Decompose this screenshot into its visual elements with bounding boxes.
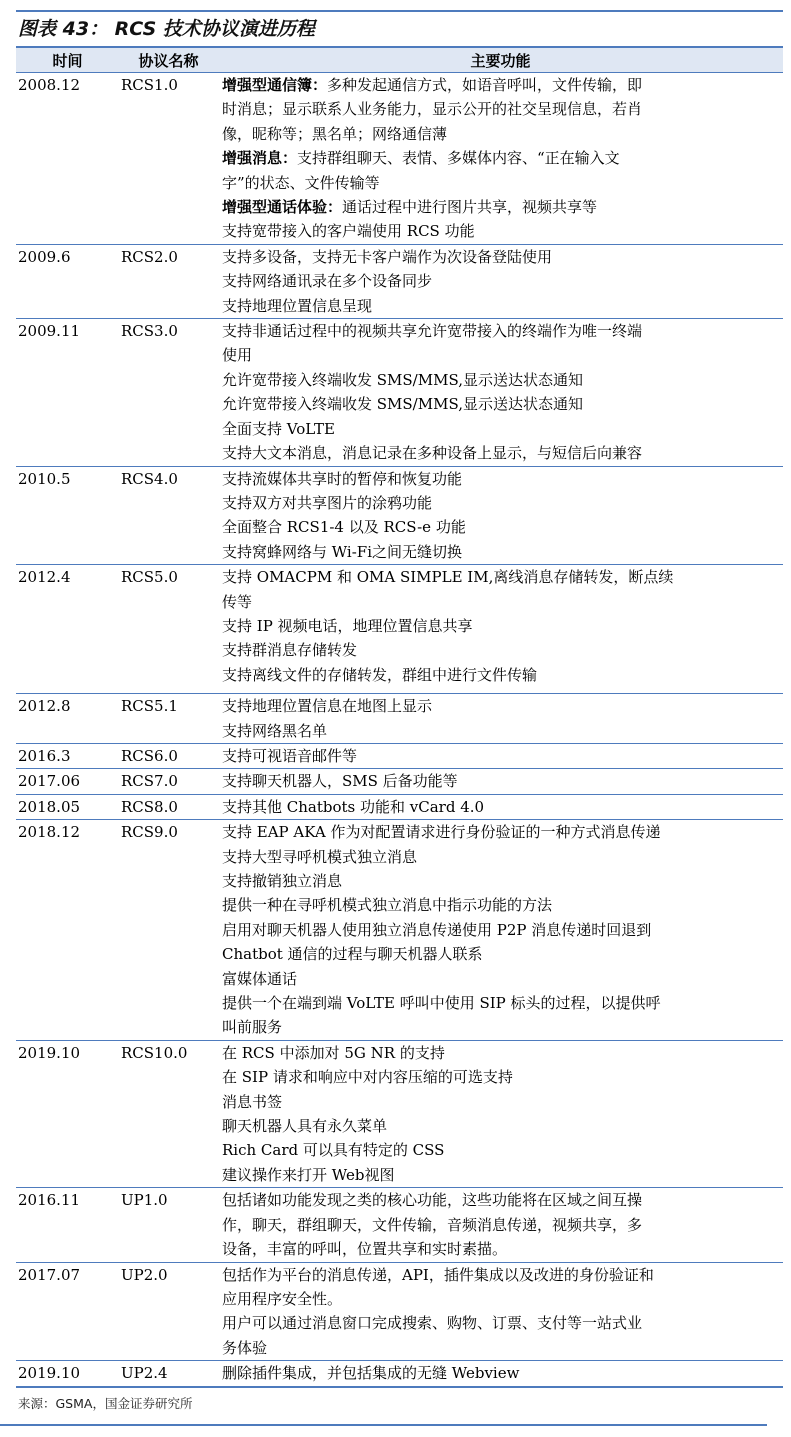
function-text: 在 SIP 请求和响应中对内容压缩的可选支持 bbox=[222, 1068, 513, 1087]
function-line bbox=[222, 146, 783, 170]
cell-protocol: RCS2.0 bbox=[119, 244, 218, 318]
function-text: 支持大型寻呼机模式独立消息 bbox=[222, 847, 418, 866]
cell-functions bbox=[218, 565, 783, 694]
function-text: 像，昵称等；黑名单；网络通信薄 bbox=[222, 124, 448, 143]
function-line bbox=[222, 942, 783, 966]
cell-time: 2018.12 bbox=[16, 820, 119, 1041]
function-line bbox=[222, 694, 783, 718]
function-text: 支持地理位置信息在地图上显示 bbox=[222, 697, 433, 716]
function-text: 支持网络通讯录在多个设备同步 bbox=[222, 272, 433, 291]
cell-functions bbox=[218, 244, 783, 318]
function-line bbox=[222, 845, 783, 869]
cell-functions bbox=[218, 319, 783, 466]
document-page bbox=[16, 10, 783, 1412]
function-text: 支持宽带接入的客户端使用 RCS 功能 bbox=[222, 222, 475, 241]
function-text: 允许宽带接入终端收发 SMS/MMS,显示送达状态通知 bbox=[222, 395, 583, 414]
table-row bbox=[16, 1188, 783, 1262]
cell-protocol: UP1.0 bbox=[119, 1188, 218, 1262]
function-line bbox=[222, 1188, 783, 1212]
table-row bbox=[16, 466, 783, 565]
function-line bbox=[222, 1065, 783, 1089]
function-text: 包括作为平台的消息传递，API，插件集成以及改进的身份验证和 bbox=[222, 1265, 654, 1284]
table-row bbox=[16, 1361, 783, 1387]
table-row bbox=[16, 244, 783, 318]
function-text: 使用 bbox=[222, 346, 253, 365]
function-text: 用户可以通过消息窗口完成搜索、购物、订票、支付等一站式业 bbox=[222, 1314, 643, 1333]
cell-time: 2019.10 bbox=[16, 1040, 119, 1187]
function-line bbox=[222, 918, 783, 942]
function-text: 支持地理位置信息呈现 bbox=[222, 296, 373, 315]
function-line bbox=[222, 540, 783, 564]
cell-functions bbox=[218, 820, 783, 1041]
function-line bbox=[222, 1090, 783, 1114]
table-row bbox=[16, 794, 783, 819]
function-text: 支持网络黑名单 bbox=[222, 721, 328, 740]
cell-protocol: UP2.4 bbox=[119, 1361, 218, 1387]
function-line bbox=[222, 1041, 783, 1065]
cell-functions bbox=[218, 1361, 783, 1387]
cell-time: 2019.10 bbox=[16, 1361, 119, 1387]
cell-time: 2018.05 bbox=[16, 794, 119, 819]
function-text: 支持 EAP AKA 作为对配置请求进行身份验证的一种方式消息传递 bbox=[222, 823, 661, 842]
cell-protocol: RCS9.0 bbox=[119, 820, 218, 1041]
function-text: 务体验 bbox=[222, 1338, 268, 1357]
function-line bbox=[222, 515, 783, 539]
cell-time: 2017.06 bbox=[16, 769, 119, 794]
function-text: 支持流媒体共享时的暂停和恢复功能 bbox=[222, 469, 463, 488]
function-line bbox=[222, 1336, 783, 1360]
function-line bbox=[222, 663, 783, 687]
cell-time: 2009.11 bbox=[16, 319, 119, 466]
function-line bbox=[222, 1138, 783, 1162]
function-text: 支持非通话过程中的视频共享允许宽带接入的终端作为唯一终端 bbox=[222, 322, 643, 341]
function-text: 全面整合 RCS1-4 以及 RCS-e 功能 bbox=[222, 518, 466, 537]
table-body bbox=[16, 73, 783, 1387]
function-text: 支持可视语音邮件等 bbox=[222, 746, 358, 765]
function-line bbox=[222, 893, 783, 917]
header-functions: 主要功能 bbox=[218, 47, 783, 73]
function-text: 多种发起通信方式，如语音呼叫，文件传输，即 bbox=[327, 76, 643, 94]
header-row bbox=[16, 47, 783, 73]
function-line bbox=[222, 441, 783, 465]
function-line bbox=[222, 590, 783, 614]
function-line bbox=[222, 245, 783, 269]
function-line bbox=[222, 343, 783, 367]
cell-protocol: RCS5.0 bbox=[119, 565, 218, 694]
cell-functions bbox=[218, 743, 783, 768]
function-text: 聊天机器人具有永久菜单 bbox=[222, 1117, 388, 1136]
function-text: 允许宽带接入终端收发 SMS/MMS,显示送达状态通知 bbox=[222, 370, 583, 389]
source-note: 来源：GSMA，国金证券研究所 bbox=[18, 1395, 193, 1411]
function-text: 支持双方对共享图片的涂鸦功能 bbox=[222, 493, 433, 512]
cell-protocol: RCS3.0 bbox=[119, 319, 218, 466]
function-line bbox=[222, 869, 783, 893]
rcs-evolution-table bbox=[16, 46, 783, 1388]
function-text: 传等 bbox=[222, 592, 253, 611]
function-text: 支持窝蜂网络与 Wi-Fi之间无缝切换 bbox=[222, 542, 462, 561]
function-line bbox=[222, 294, 783, 318]
function-text: 建议操作来打开 Web视图 bbox=[222, 1165, 395, 1184]
table-row bbox=[16, 565, 783, 694]
cell-functions bbox=[218, 1040, 783, 1187]
function-line bbox=[222, 991, 783, 1015]
function-line bbox=[222, 269, 783, 293]
function-line bbox=[222, 392, 783, 416]
cell-time: 2016.11 bbox=[16, 1188, 119, 1262]
cell-protocol: RCS5.1 bbox=[119, 694, 218, 744]
function-text: 全面支持 VoLTE bbox=[222, 419, 335, 438]
function-text: 提供一种在寻呼机模式独立消息中指示功能的方法 bbox=[222, 896, 553, 915]
function-line bbox=[222, 97, 783, 121]
function-text: 支持群组聊天、表情、多媒体内容、“正在输入文 bbox=[297, 149, 620, 168]
function-lead: 增强型通话体验： bbox=[222, 198, 343, 217]
cell-time: 2009.6 bbox=[16, 244, 119, 318]
function-text: 支持 IP 视频电话，地理位置信息共享 bbox=[222, 616, 473, 635]
function-text: 通话过程中进行图片共享，视频共享等 bbox=[342, 198, 598, 217]
cell-functions bbox=[218, 794, 783, 819]
function-text: 包括诸如功能发现之类的核心功能，这些功能将在区域之间互操 bbox=[222, 1191, 643, 1210]
cell-functions bbox=[218, 769, 783, 794]
cell-time: 2012.4 bbox=[16, 565, 119, 694]
cell-protocol: RCS10.0 bbox=[119, 1040, 218, 1187]
figure-title: 图表 43： RCS 技术协议演进历程 bbox=[18, 18, 315, 40]
function-line bbox=[222, 122, 783, 146]
function-text: 富媒体通话 bbox=[222, 969, 298, 988]
function-text: 支持聊天机器人，SMS 后备功能等 bbox=[222, 772, 458, 791]
table-row bbox=[16, 73, 783, 245]
cell-functions bbox=[218, 1262, 783, 1361]
function-text: 字”的状态、文件传输等 bbox=[222, 173, 380, 192]
cell-protocol: RCS8.0 bbox=[119, 794, 218, 819]
bottom-rule bbox=[0, 1424, 767, 1426]
function-text: 作，聊天，群组聊天，文件传输，音频消息传递，视频共享，多 bbox=[222, 1215, 643, 1234]
function-text: 支持多设备，支持无卡客户端作为次设备登陆使用 bbox=[222, 247, 553, 266]
table-row bbox=[16, 769, 783, 794]
function-line bbox=[222, 820, 783, 844]
function-line bbox=[222, 171, 783, 195]
function-line bbox=[222, 1287, 783, 1311]
table-row bbox=[16, 820, 783, 1041]
function-text: 支持 OMACPM 和 OMA SIMPLE IM,离线消息存储转发，断点续 bbox=[222, 568, 674, 587]
function-line bbox=[222, 967, 783, 991]
function-line bbox=[222, 769, 783, 793]
function-line bbox=[222, 1361, 783, 1385]
cell-time: 2017.07 bbox=[16, 1262, 119, 1361]
header-protocol: 协议名称 bbox=[119, 47, 218, 73]
function-text: Chatbot 通信的过程与聊天机器人联系 bbox=[222, 945, 483, 964]
function-line bbox=[222, 614, 783, 638]
function-text: 启用对聊天机器人使用独立消息传递使用 P2P 消息传递时回退到 bbox=[222, 920, 652, 939]
function-text: 支持大文本消息，消息记录在多种设备上显示，与短信后向兼容 bbox=[222, 444, 643, 463]
function-line bbox=[222, 1015, 783, 1039]
cell-protocol: RCS6.0 bbox=[119, 743, 218, 768]
cell-functions bbox=[218, 694, 783, 744]
cell-time: 2016.3 bbox=[16, 743, 119, 768]
cell-functions bbox=[218, 73, 783, 245]
function-text: 时消息；显示联系人业务能力，显示公开的社交呈现信息，若肖 bbox=[222, 100, 643, 119]
function-line bbox=[222, 638, 783, 662]
function-line bbox=[222, 1311, 783, 1335]
table-row bbox=[16, 1040, 783, 1187]
cell-functions bbox=[218, 466, 783, 565]
function-line bbox=[222, 744, 783, 768]
function-text: 删除插件集成，并包括集成的无缝 Webview bbox=[222, 1364, 520, 1383]
function-text: Rich Card 可以具有特定的 CSS bbox=[222, 1141, 445, 1160]
function-line bbox=[222, 1263, 783, 1287]
function-line bbox=[222, 1163, 783, 1187]
function-text: 提供一个在端到端 VoLTE 呼叫中使用 SIP 标头的过程，以提供呼 bbox=[222, 994, 661, 1013]
function-text: 支持撤销独立消息 bbox=[222, 872, 343, 890]
function-text: 支持其他 Chatbots 功能和 vCard 4.0 bbox=[222, 797, 485, 816]
function-line bbox=[222, 719, 783, 743]
function-line bbox=[222, 368, 783, 392]
cell-functions bbox=[218, 1188, 783, 1262]
cell-protocol: RCS1.0 bbox=[119, 73, 218, 245]
function-lead: 增强型通信簿： bbox=[222, 76, 328, 94]
table-row bbox=[16, 319, 783, 466]
table-row bbox=[16, 694, 783, 744]
function-line bbox=[222, 73, 783, 97]
function-line bbox=[222, 1213, 783, 1237]
function-line bbox=[222, 565, 783, 589]
function-line bbox=[222, 795, 783, 819]
function-text: 在 RCS 中添加对 5G NR 的支持 bbox=[222, 1043, 445, 1062]
cell-time: 2008.12 bbox=[16, 73, 119, 245]
cell-time: 2012.8 bbox=[16, 694, 119, 744]
table-row bbox=[16, 1262, 783, 1361]
function-text: 叫前服务 bbox=[222, 1018, 283, 1037]
table-row bbox=[16, 743, 783, 768]
function-line bbox=[222, 219, 783, 243]
function-lead: 增强消息： bbox=[222, 149, 298, 168]
function-text: 支持群消息存储转发 bbox=[222, 641, 358, 660]
function-text: 支持离线文件的存储转发，群组中进行文件传输 bbox=[222, 665, 538, 684]
function-line bbox=[222, 491, 783, 515]
function-line bbox=[222, 1237, 783, 1261]
cell-time: 2010.5 bbox=[16, 466, 119, 565]
function-line bbox=[222, 467, 783, 491]
cell-protocol: RCS7.0 bbox=[119, 769, 218, 794]
function-line bbox=[222, 319, 783, 343]
cell-protocol: RCS4.0 bbox=[119, 466, 218, 565]
function-text: 消息书签 bbox=[222, 1092, 283, 1111]
function-line bbox=[222, 1114, 783, 1138]
function-text: 应用程序安全性。 bbox=[222, 1289, 343, 1308]
header-time: 时间 bbox=[16, 47, 119, 73]
cell-protocol: UP2.0 bbox=[119, 1262, 218, 1361]
function-line bbox=[222, 195, 783, 219]
function-text: 设备，丰富的呼叫，位置共享和实时素描。 bbox=[222, 1240, 508, 1259]
function-line bbox=[222, 417, 783, 441]
